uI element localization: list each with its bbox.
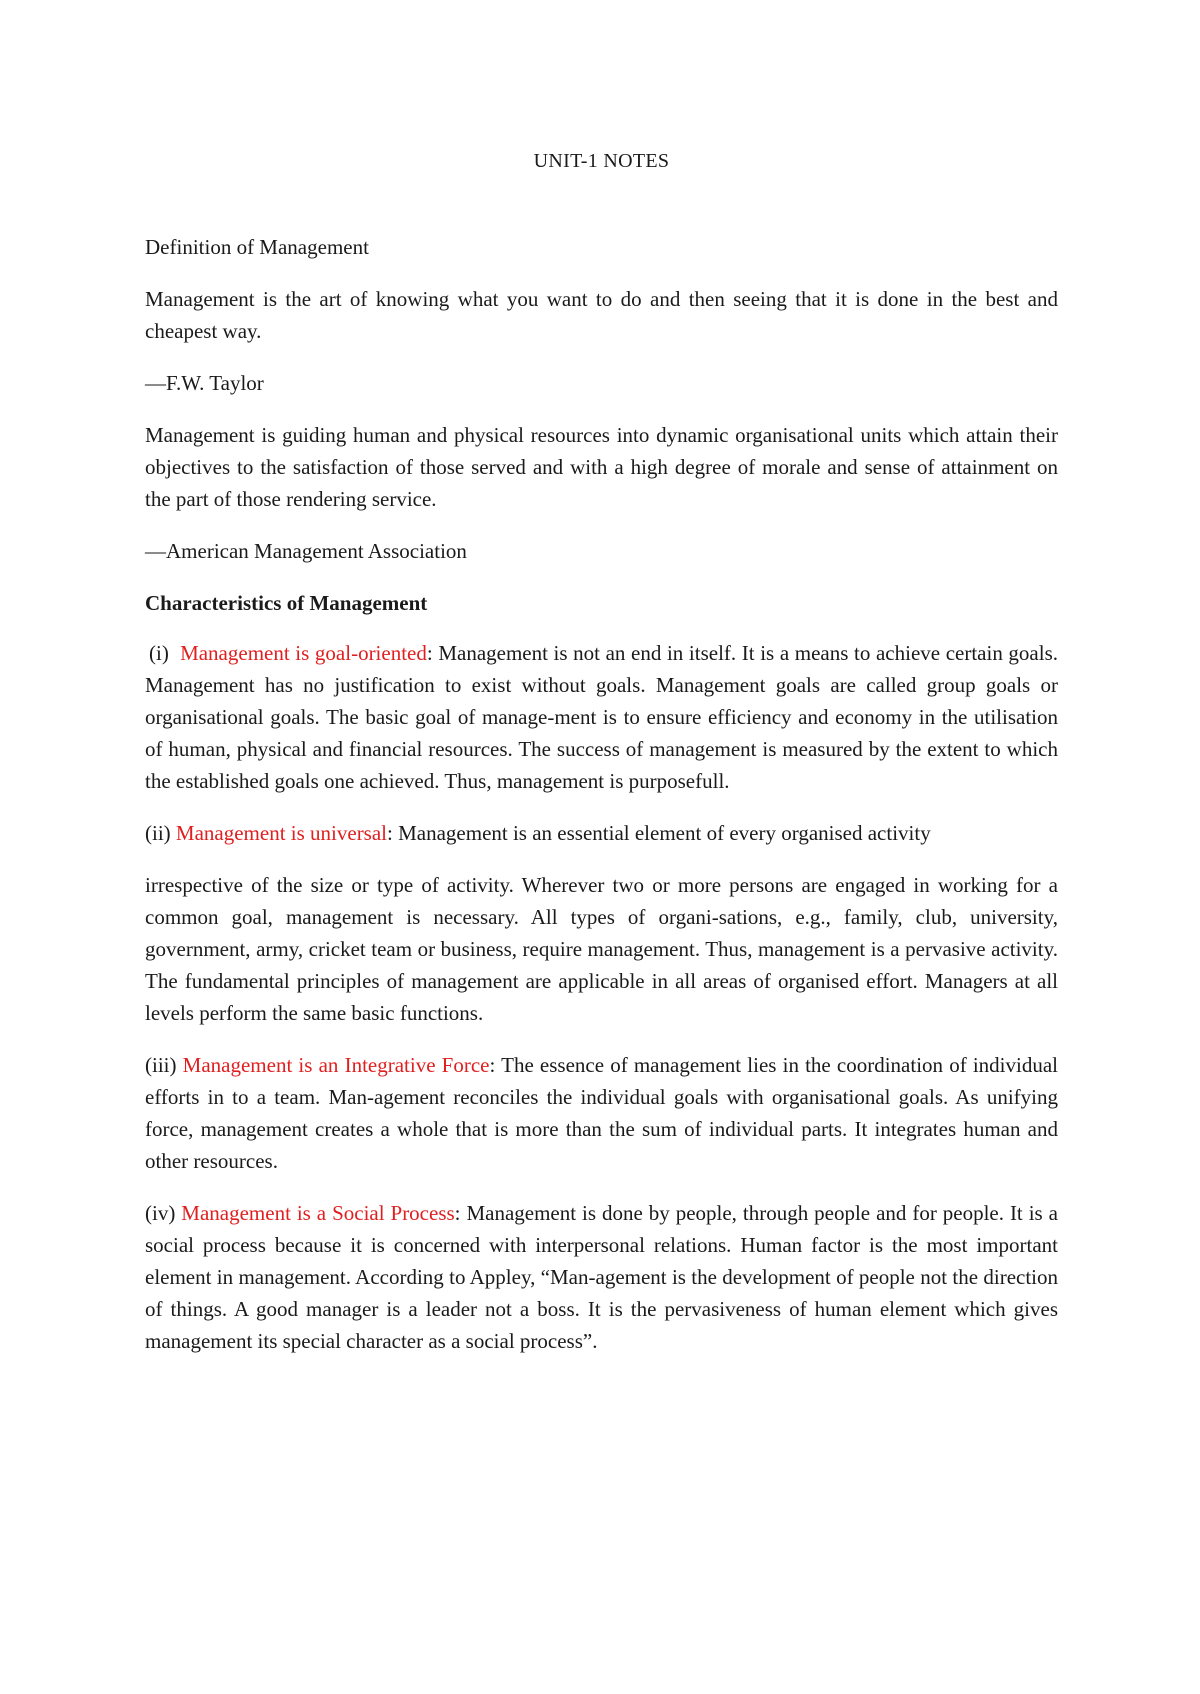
item-number: (ii) (145, 821, 171, 845)
universal-continuation-paragraph: irrespective of the size or type of activity. Wherever two or more persons are engaged in working for a common goal, management is necessary. All types of organi-sations, e.g., family, club, university, government, army, cricket team or business, require management. Thus, management is a pervasive activity. The fundamental principles of management are applicable in all areas of organised effort. Managers at all levels perform the same basic functions. (145, 873, 1058, 1025)
characteristic-item-universal (145, 817, 1058, 849)
item-title: Management is a Social Process (181, 1201, 455, 1225)
item-title: Management is universal (175, 821, 388, 845)
item-number: (iii) (145, 1053, 177, 1077)
characteristic-item-integrative-force (145, 1049, 1058, 1177)
document-body (145, 135, 1058, 1377)
item-number: (i) (149, 641, 169, 665)
attribution-taylor: —F.W. Taylor (145, 371, 264, 395)
definition-heading: Definition of Management (145, 235, 369, 259)
item-number: (iv) (145, 1201, 176, 1225)
characteristic-item-social-process (145, 1197, 1058, 1357)
definition-paragraph-ama: Management is guiding human and physical resources into dynamic organisational units which attain their objectives to the satisfaction of those served and with a high degree of morale and sense of attainment on the part of those rendering service. (145, 423, 1058, 511)
characteristic-item-goal-oriented (145, 637, 1058, 797)
item-title: Management is an Integrative Force (182, 1053, 490, 1077)
attribution-ama: —American Management Association (145, 539, 467, 563)
item-body: : Management is done by people, through people and for people. It is a social process because it is concerned with interpersonal relations. Human factor is the most important element in management. According to Appley, “Man-agement is the development of people not the direction of things. A good manager is a leader not a boss. It is the pervasiveness of human element which gives management its special character as a social process”. (145, 1201, 1058, 1353)
page-title: UNIT-1 NOTES (533, 150, 670, 172)
definition-paragraph-taylor: Management is the art of knowing what you want to do and then seeing that it is done in the best and cheapest way. (145, 287, 1058, 343)
item-body: : The essence of management lies in the coordination of individual efforts in to a team. Man-agement reconciles the individual goals with organisational goals. As unifying force, management creates a whole that is more than the sum of individual parts. It integrates human and other resources. (145, 1053, 1059, 1173)
item-body: : Management is an essential element of every organised activity (387, 821, 931, 845)
item-title: Management is goal-oriented (180, 641, 427, 665)
characteristics-heading: Characteristics of Management (145, 591, 428, 615)
item-body: : Management is not an end in itself. It is a means to achieve certain goals. Management has no justification to exist without goals. Management goals are called group goals or organisational goals. The basic goal of manage-ment is to ensure efficiency and economy in the utilisation of human, physical and financial resources. The success of management is measured by the extent to which the established goals one achieved. Thus, management is purposefull. (145, 641, 1059, 793)
